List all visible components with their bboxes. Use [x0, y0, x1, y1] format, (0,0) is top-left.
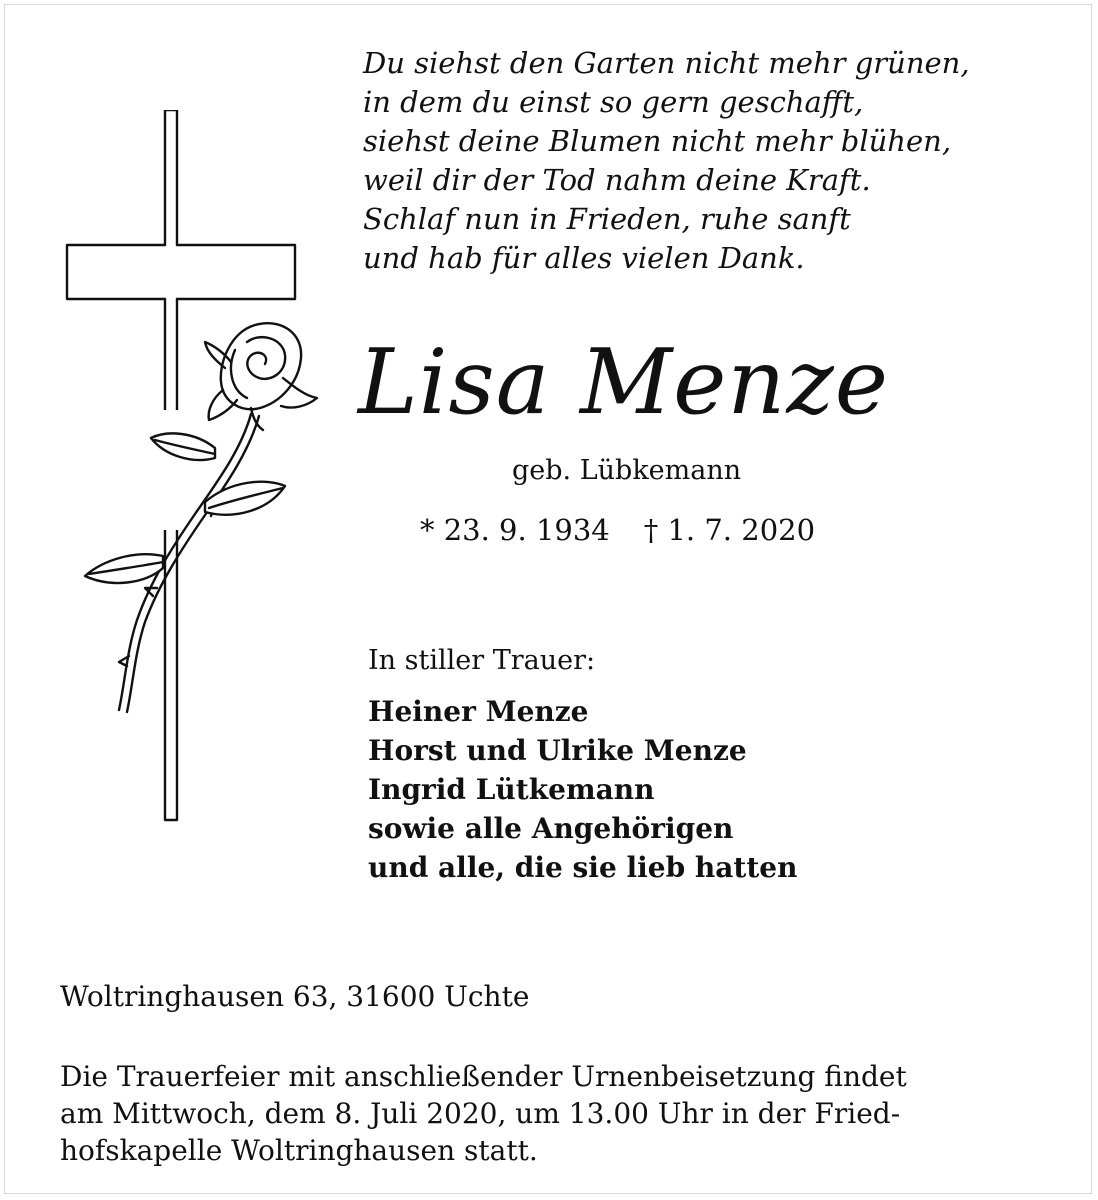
poem-line: und hab für alles vielen Dank. [363, 241, 805, 275]
cross-beam-horizontal [67, 245, 295, 299]
address: Woltringhausen 63, 31600 Uchte [60, 980, 530, 1013]
death-date: † 1. 7. 2020 [643, 513, 816, 547]
poem-line: Schlaf nun in Frieden, ruhe sanft [363, 202, 851, 236]
birth-date: * 23. 9. 1934 [420, 513, 610, 547]
poem-line: in dem du einst so gern geschafft, [363, 85, 864, 119]
mourning-intro: In stiller Trauer: [368, 645, 596, 676]
cross-beam-vertical [165, 110, 177, 245]
service-line: hofskapelle Woltringhausen statt. [60, 1134, 538, 1167]
memorial-poem [363, 44, 1083, 278]
cross-with-rose-icon [55, 110, 325, 830]
mourner-name: sowie alle Angehörigen [368, 812, 734, 845]
poem-line: Du siehst den Garten nicht mehr grünen, [363, 46, 970, 80]
mourner-name: Horst und Ulrike Menze [368, 734, 747, 767]
service-line: am Mittwoch, dem 8. Juli 2020, um 13.00 Uhr in der Fried- [60, 1097, 901, 1130]
mourner-name: und alle, die sie lieb hatten [368, 851, 798, 884]
maiden-name: geb. Lübkemann [512, 455, 742, 486]
service-line: Die Trauerfeier mit anschließender Urnenbeisetzung findet [60, 1060, 907, 1093]
mourner-name: Heiner Menze [368, 695, 589, 728]
mourner-name: Ingrid Lütkemann [368, 773, 655, 806]
deceased-name: Lisa Menze [358, 330, 890, 435]
service-note [60, 1058, 1060, 1169]
poem-line: weil dir der Tod nahm deine Kraft. [363, 163, 871, 197]
mourners-list [368, 692, 797, 887]
life-dates [420, 511, 815, 549]
poem-line: siehst deine Blumen nicht mehr blühen, [363, 124, 952, 158]
